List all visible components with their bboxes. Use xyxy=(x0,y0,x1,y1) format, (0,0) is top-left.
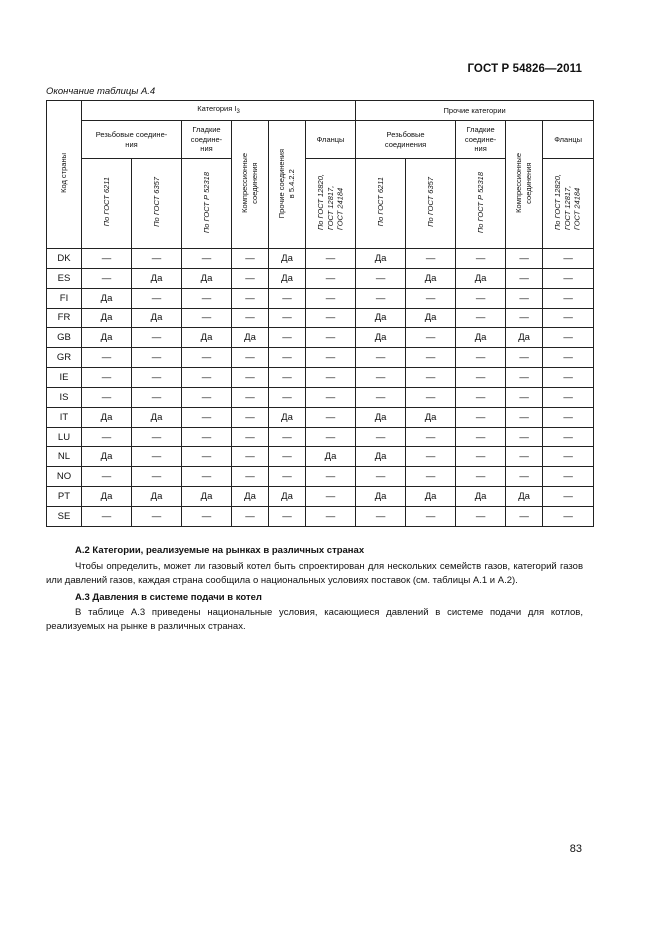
table-cell: — xyxy=(543,427,594,447)
table-cell: — xyxy=(232,308,269,328)
table-cell: — xyxy=(356,387,406,407)
table-cell: — xyxy=(306,328,356,348)
table-cell: — xyxy=(356,467,406,487)
table-row xyxy=(47,506,594,526)
smooth-header-2: Гладкие соедине- ния xyxy=(456,121,506,159)
table-cell: Да xyxy=(269,487,306,507)
table-cell: — xyxy=(306,506,356,526)
table-cell: — xyxy=(232,288,269,308)
table-cell: — xyxy=(232,368,269,388)
table-cell: — xyxy=(269,308,306,328)
table-cell: Да xyxy=(182,487,232,507)
table-cell: — xyxy=(269,427,306,447)
countries-table xyxy=(46,100,594,527)
compression-header: Компрессионные соединения xyxy=(232,121,269,249)
table-cell: — xyxy=(82,249,132,269)
country-code-cell: DK xyxy=(47,249,82,269)
table-cell: Да xyxy=(269,249,306,269)
table-cell: — xyxy=(356,288,406,308)
table-cell: — xyxy=(543,387,594,407)
table-cell: — xyxy=(232,387,269,407)
table-cell: — xyxy=(232,407,269,427)
table-cell: — xyxy=(456,447,506,467)
table-cell: — xyxy=(82,506,132,526)
table-cell: — xyxy=(182,506,232,526)
table-cell: — xyxy=(506,249,543,269)
table-row xyxy=(47,407,594,427)
table-cell: — xyxy=(132,506,182,526)
table-cell: — xyxy=(132,387,182,407)
compression-header-2: Компрессионные соединения xyxy=(506,121,543,249)
table-cell: Да xyxy=(82,308,132,328)
table-cell: — xyxy=(132,368,182,388)
table-cell: — xyxy=(232,447,269,467)
table-cell: — xyxy=(182,288,232,308)
table-cell: — xyxy=(182,407,232,427)
table-cell: — xyxy=(132,249,182,269)
table-cell: — xyxy=(132,447,182,467)
table-cell: — xyxy=(306,348,356,368)
table-cell: Да xyxy=(406,268,456,288)
table-cell: — xyxy=(82,368,132,388)
std-header-gost-12820-2: По ГОСТ 12820, ГОСТ 12817, ГОСТ 24184 xyxy=(543,159,594,249)
table-cell: — xyxy=(406,368,456,388)
table-cell: — xyxy=(456,368,506,388)
table-cell: Да xyxy=(456,328,506,348)
table-cell: — xyxy=(543,467,594,487)
table-cell: — xyxy=(506,467,543,487)
table-row xyxy=(47,467,594,487)
table-cell: — xyxy=(232,268,269,288)
table-cell: — xyxy=(232,467,269,487)
table-cell: Да xyxy=(182,328,232,348)
std-header-gost-6211-2: По ГОСТ 6211 xyxy=(356,159,406,249)
table-cell: — xyxy=(306,427,356,447)
table-cell: — xyxy=(506,427,543,447)
table-cell: — xyxy=(82,427,132,447)
table-cell: Да xyxy=(306,447,356,467)
table-cell: — xyxy=(269,387,306,407)
table-cell: — xyxy=(269,467,306,487)
table-cell: — xyxy=(306,467,356,487)
table-cell: Да xyxy=(456,487,506,507)
table-cell: — xyxy=(406,427,456,447)
table-cell: — xyxy=(543,268,594,288)
country-code-cell: GB xyxy=(47,328,82,348)
table-row xyxy=(47,328,594,348)
table-cell: Да xyxy=(82,407,132,427)
flanges-header: Фланцы xyxy=(306,121,356,159)
section-a2-title: А.2 Категории, реализуемые на рынках в различных странах xyxy=(75,545,365,556)
table-cell: — xyxy=(506,407,543,427)
table-cell: — xyxy=(182,387,232,407)
table-cell: — xyxy=(269,368,306,388)
table-row xyxy=(47,368,594,388)
table-cell: Да xyxy=(356,487,406,507)
table-cell: — xyxy=(306,249,356,269)
country-code-header: Код страны xyxy=(47,101,82,249)
table-cell: — xyxy=(132,328,182,348)
table-cell: — xyxy=(543,308,594,328)
group-header-other-categories: Прочие категории xyxy=(356,101,594,121)
table-cell: — xyxy=(356,348,406,368)
table-cell: — xyxy=(506,308,543,328)
country-code-cell: ES xyxy=(47,268,82,288)
table-row xyxy=(47,447,594,467)
table-cell: — xyxy=(406,288,456,308)
table-cell: — xyxy=(182,368,232,388)
table-cell: — xyxy=(182,447,232,467)
table-caption: Окончание таблицы А.4 xyxy=(46,86,156,97)
table-cell: — xyxy=(506,268,543,288)
table-cell: — xyxy=(506,368,543,388)
country-code-cell: IE xyxy=(47,368,82,388)
table-cell: Да xyxy=(132,407,182,427)
table-cell: Да xyxy=(132,308,182,328)
table-cell: — xyxy=(356,427,406,447)
table-cell: — xyxy=(82,387,132,407)
table-cell: Да xyxy=(82,288,132,308)
group-header-category-i3: Категория $I_3$ xyxy=(82,101,356,121)
table-cell: — xyxy=(132,427,182,447)
threaded-header-2: Резьбовые соединения xyxy=(356,121,456,159)
table-row xyxy=(47,387,594,407)
std-header-gost-6357: По ГОСТ 6357 xyxy=(132,159,182,249)
table-cell: — xyxy=(182,427,232,447)
table-cell: — xyxy=(306,487,356,507)
table-cell: — xyxy=(232,427,269,447)
table-cell: Да xyxy=(182,268,232,288)
table-cell: — xyxy=(543,328,594,348)
table-cell: — xyxy=(232,506,269,526)
table-cell: — xyxy=(406,387,456,407)
section-a2-text: Чтобы определить, может ли газовый котел быть спроектирован для нескольких семейств газов, категорий газов или давлений газов, каждая страна сообщила о национальных условиях поставок (см. таблицы А.1 и А.2). xyxy=(46,561,583,586)
smooth-header: Гладкие соедине- ния xyxy=(182,121,232,159)
table-cell: — xyxy=(356,506,406,526)
table-cell: — xyxy=(456,249,506,269)
table-cell: — xyxy=(132,467,182,487)
table-cell: — xyxy=(406,328,456,348)
table-cell: Да xyxy=(506,328,543,348)
table-cell: — xyxy=(232,348,269,368)
table-cell: Да xyxy=(82,487,132,507)
table-cell: — xyxy=(456,506,506,526)
table-cell: Да xyxy=(456,268,506,288)
table-cell: — xyxy=(306,387,356,407)
table-cell: Да xyxy=(132,487,182,507)
table-cell: — xyxy=(269,447,306,467)
country-code-cell: PT xyxy=(47,487,82,507)
table-cell: — xyxy=(506,506,543,526)
table-cell: Да xyxy=(406,308,456,328)
table-cell: — xyxy=(356,368,406,388)
table-cell: — xyxy=(82,348,132,368)
table-cell: Да xyxy=(132,268,182,288)
table-cell: — xyxy=(82,268,132,288)
table-cell: — xyxy=(132,348,182,368)
table-row xyxy=(47,487,594,507)
table-cell: — xyxy=(506,387,543,407)
table-cell: Да xyxy=(232,328,269,348)
table-cell: — xyxy=(543,447,594,467)
std-header-gost-r-52318-2: По ГОСТ Р 52318 xyxy=(456,159,506,249)
table-cell: — xyxy=(506,447,543,467)
section-a3-text: В таблице А.3 приведены национальные условия, касающиеся давлений в системе подачи для котлов, реализуемых на рынке в различных странах. xyxy=(46,607,583,632)
table-cell: — xyxy=(356,268,406,288)
table-cell: — xyxy=(506,348,543,368)
std-header-gost-6211: По ГОСТ 6211 xyxy=(82,159,132,249)
table-row xyxy=(47,249,594,269)
table-row xyxy=(47,427,594,447)
table-cell: — xyxy=(306,368,356,388)
country-code-cell: FI xyxy=(47,288,82,308)
country-code-cell: NL xyxy=(47,447,82,467)
table-cell: — xyxy=(406,506,456,526)
country-code-cell: LU xyxy=(47,427,82,447)
table-cell: Да xyxy=(356,249,406,269)
table-cell: — xyxy=(543,487,594,507)
table-cell: — xyxy=(232,249,269,269)
table-cell: — xyxy=(269,288,306,308)
threaded-header: Резьбовые соедине- ния xyxy=(82,121,182,159)
table-cell: — xyxy=(406,249,456,269)
table-cell: — xyxy=(456,308,506,328)
country-code-cell: FR xyxy=(47,308,82,328)
country-code-cell: IS xyxy=(47,387,82,407)
table-cell: Да xyxy=(232,487,269,507)
country-code-cell: IT xyxy=(47,407,82,427)
table-cell: — xyxy=(456,288,506,308)
table-cell: Да xyxy=(82,447,132,467)
table-cell: — xyxy=(456,348,506,368)
table-cell: Да xyxy=(356,407,406,427)
table-cell: — xyxy=(456,387,506,407)
table-cell: — xyxy=(543,249,594,269)
table-cell: — xyxy=(456,467,506,487)
table-cell: — xyxy=(306,308,356,328)
table-row xyxy=(47,308,594,328)
std-header-gost-12820: По ГОСТ 12820, ГОСТ 12817, ГОСТ 24184 xyxy=(306,159,356,249)
table-cell: — xyxy=(543,348,594,368)
table-cell: — xyxy=(543,506,594,526)
table-cell: — xyxy=(132,288,182,308)
table-cell: — xyxy=(306,288,356,308)
std-header-gost-r-52318: По ГОСТ Р 52318 xyxy=(182,159,232,249)
table-cell: — xyxy=(306,268,356,288)
table-body xyxy=(47,249,594,527)
table-cell: — xyxy=(506,288,543,308)
std-header-gost-6357-2: По ГОСТ 6357 xyxy=(406,159,456,249)
table-cell: — xyxy=(182,467,232,487)
section-a3-title: А.3 Давления в системе подачи в котел xyxy=(75,592,262,603)
table-cell: Да xyxy=(356,328,406,348)
table-cell: Да xyxy=(356,447,406,467)
table-cell: — xyxy=(406,348,456,368)
table-cell: — xyxy=(406,447,456,467)
table-cell: — xyxy=(306,407,356,427)
table-cell: — xyxy=(543,407,594,427)
country-code-cell: SE xyxy=(47,506,82,526)
table-cell: — xyxy=(182,249,232,269)
table-cell: Да xyxy=(269,407,306,427)
table-cell: — xyxy=(456,407,506,427)
table-cell: — xyxy=(543,288,594,308)
table-cell: Да xyxy=(506,487,543,507)
page-number: 83 xyxy=(569,843,582,855)
country-code-cell: GR xyxy=(47,348,82,368)
country-code-cell: NO xyxy=(47,467,82,487)
flanges-header-2: Фланцы xyxy=(543,121,594,159)
table-cell: Да xyxy=(406,407,456,427)
table-cell: — xyxy=(269,506,306,526)
table-row xyxy=(47,348,594,368)
other-connections-header: Прочие соединения в 5.4.2.2 xyxy=(269,121,306,249)
table-cell: — xyxy=(269,348,306,368)
table-cell: Да xyxy=(269,268,306,288)
table-row xyxy=(47,268,594,288)
table-cell: — xyxy=(82,467,132,487)
doc-number: ГОСТ Р 54826—2011 xyxy=(467,63,582,75)
table-cell: — xyxy=(182,308,232,328)
table-cell: Да xyxy=(82,328,132,348)
table-cell: — xyxy=(406,467,456,487)
table-cell: Да xyxy=(356,308,406,328)
table-cell: Да xyxy=(406,487,456,507)
table-cell: — xyxy=(269,328,306,348)
table-cell: — xyxy=(543,368,594,388)
table-cell: — xyxy=(182,348,232,368)
table-cell: — xyxy=(456,427,506,447)
table-row xyxy=(47,288,594,308)
